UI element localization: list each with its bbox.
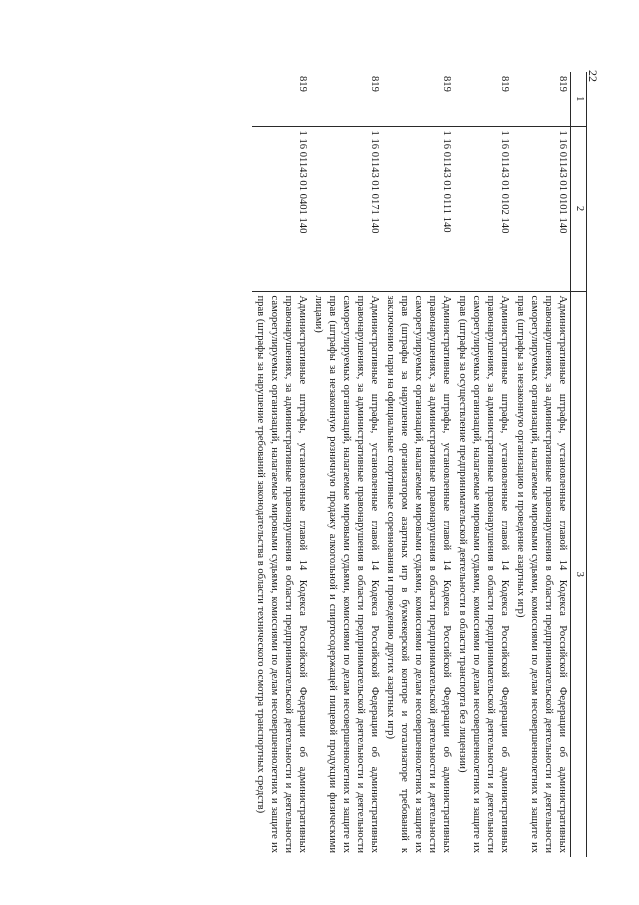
table-row <box>454 72 512 857</box>
description-cell: Административные штрафы, установленные главой 14 Кодекса Российской Федерации об административных правонарушениях, за административные правонарушения в области предпринимательской деятельности и деятельности саморегулируемых организаций, налагаемые мировыми судьями, комиссиями по делам несовершеннолетних и защите их прав (штрафы за нарушение требований законодательства в области технического осмотра транспортных средств) <box>252 291 310 857</box>
description-cell: Административные штрафы, установленные главой 14 Кодекса Российской Федерации об административных правонарушениях, за административные правонарушения в области предпринимательской деятельности и деятельности саморегулируемых организаций, налагаемые мировыми судьями, комиссиями по делам несовершеннолетних и защите их прав (штрафы за незаконную розничную продажу алкогольной и спиртосодержащей пищевой продукции физическими лицами) <box>310 291 382 857</box>
budget-code-cell: 1 16 01143 01 0101 140 <box>512 126 571 291</box>
table-row <box>252 72 310 857</box>
admin-code-cell: 819 <box>382 72 454 126</box>
table-header-row <box>571 72 587 857</box>
header-col-3: 3 <box>571 291 587 857</box>
description-cell: Административные штрафы, установленные главой 14 Кодекса Российской Федерации об административных правонарушениях, за административные правонарушения в области предпринимательской деятельности и деятельности саморегулируемых организаций, налагаемые мировыми судьями, комиссиями по делам несовершеннолетних и защите их прав (штрафы за незаконную организацию и проведение азартных игр) <box>512 291 571 857</box>
budget-code-cell: 1 16 01143 01 0401 140 <box>252 126 310 291</box>
budget-code-cell: 1 16 01143 01 0171 140 <box>310 126 382 291</box>
admin-code-cell: 819 <box>454 72 512 126</box>
page-number: 22 <box>586 70 600 82</box>
table-row <box>512 72 571 857</box>
table-row <box>310 72 382 857</box>
budget-code-cell: 1 16 01143 01 0102 140 <box>454 126 512 291</box>
table-row <box>382 72 454 857</box>
budget-code-cell: 1 16 01143 01 0111 140 <box>382 126 454 291</box>
rotated-table-container <box>252 72 587 857</box>
budget-codes-table <box>252 72 587 857</box>
description-cell: Административные штрафы, установленные главой 14 Кодекса Российской Федерации об административных правонарушениях, за административные правонарушения в области предпринимательской деятельности и деятельности саморегулируемых организаций, налагаемые мировыми судьями, комиссиями по делам несовершеннолетних и защите их прав (штрафы за нарушение организатором азартных игр в букмекерской конторе и тотализаторе требований к заключению пари на официальные спортивные соревнования и проведению других азартных игр) <box>382 291 454 857</box>
admin-code-cell: 819 <box>512 72 571 126</box>
admin-code-cell: 819 <box>310 72 382 126</box>
header-col-2: 2 <box>571 126 587 291</box>
header-col-1: 1 <box>571 72 587 126</box>
description-cell: Административные штрафы, установленные главой 14 Кодекса Российской Федерации об административных правонарушениях, за административные правонарушения в области предпринимательской деятельности и деятельности саморегулируемых организаций, налагаемые мировыми судьями, комиссиями по делам несовершеннолетних и защите их прав (штрафы за осуществление предпринимательской деятельности в области транспорта без лицензии) <box>454 291 512 857</box>
admin-code-cell: 819 <box>252 72 310 126</box>
